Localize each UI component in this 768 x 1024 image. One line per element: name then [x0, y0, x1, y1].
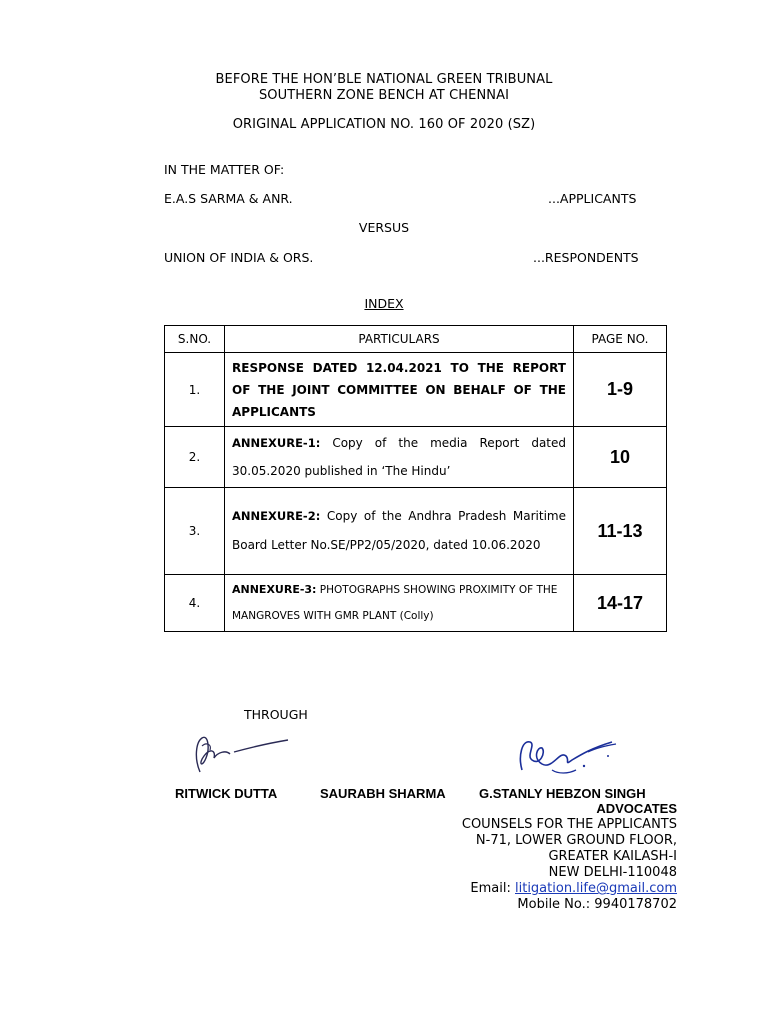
counsel-stanly-hebzon-singh: G.STANLY HEBZON SINGH — [479, 786, 646, 801]
table-row — [165, 427, 667, 488]
advocates-label: ADVOCATES — [596, 801, 677, 816]
header-particulars: PARTICULARS — [225, 326, 574, 353]
email-link[interactable]: litigation.life@gmail.com — [515, 881, 677, 896]
row-pages: 11-13 — [574, 488, 667, 575]
annexure-label: ANNEXURE-1: — [232, 436, 321, 450]
header-page-no: PAGE NO. — [574, 326, 667, 353]
address-line-1: N-71, LOWER GROUND FLOOR, — [475, 833, 677, 848]
bench-title: SOUTHERN ZONE BENCH AT CHENNAI — [258, 88, 510, 103]
counsel-ritwick-dutta: RITWICK DUTTA — [175, 786, 278, 801]
through-label: THROUGH — [244, 707, 308, 722]
table-row — [165, 575, 667, 632]
index-table — [164, 325, 667, 632]
index-header-row — [165, 326, 667, 353]
row-particulars — [225, 488, 574, 575]
row-sno: 3. — [165, 488, 225, 575]
email-line — [470, 881, 677, 897]
versus-label: VERSUS — [358, 220, 410, 235]
applicant-name: E.A.S SARMA & ANR. — [164, 191, 293, 206]
index-title: INDEX — [364, 296, 404, 311]
row-pages: 14-17 — [574, 575, 667, 632]
email-label: Email: — [470, 881, 515, 896]
mobile-number: Mobile No.: 9940178702 — [517, 897, 677, 912]
row-pages: 10 — [574, 427, 667, 488]
table-row — [165, 353, 667, 427]
row-particulars — [225, 575, 574, 632]
application-number: ORIGINAL APPLICATION NO. 160 OF 2020 (SZ) — [232, 117, 536, 132]
annexure-text: Copy of the media Report dated 30.05.2020 published in ‘The Hindu’ — [232, 436, 566, 478]
in-the-matter-label: IN THE MATTER OF: — [164, 162, 285, 177]
address-line-2: GREATER KAILASH-I — [548, 849, 677, 864]
row-sno: 1. — [165, 353, 225, 427]
row-sno: 2. — [165, 427, 225, 488]
annexure-text: PHOTOGRAPHS SHOWING PROXIMITY OF THE MANGROVES WITH GMR PLANT (Colly) — [232, 584, 558, 622]
respondent-name: UNION OF INDIA & ORS. — [164, 250, 314, 265]
row-particulars — [225, 427, 574, 488]
tribunal-title: BEFORE THE HON’BLE NATIONAL GREEN TRIBUNAL — [215, 72, 553, 87]
row-sno: 4. — [165, 575, 225, 632]
header-sno: S.NO. — [165, 326, 225, 353]
counsels-for-applicants: COUNSELS FOR THE APPLICANTS — [461, 817, 677, 832]
annexure-label: ANNEXURE-2: — [232, 509, 321, 523]
annexure-label: ANNEXURE-3: — [232, 583, 317, 596]
table-row — [165, 488, 667, 575]
annexure-text: Copy of the Andhra Pradesh Maritime Board Letter No.SE/PP2/05/2020, dated 10.06.2020 — [232, 509, 566, 552]
respondent-role: ...RESPONDENTS — [533, 250, 639, 265]
row-particulars: RESPONSE DATED 12.04.2021 TO THE REPORT OF THE JOINT COMMITTEE ON BEHALF OF THE APPLICANTS — [225, 353, 574, 427]
applicant-role: ...APPLICANTS — [548, 191, 637, 206]
row-pages: 1-9 — [574, 353, 667, 427]
counsel-saurabh-sharma: SAURABH SHARMA — [320, 786, 446, 801]
signature-stanly-hebzon-singh — [512, 730, 662, 780]
address-line-3: NEW DELHI-110048 — [548, 865, 677, 880]
signature-ritwick-dutta — [186, 728, 296, 778]
